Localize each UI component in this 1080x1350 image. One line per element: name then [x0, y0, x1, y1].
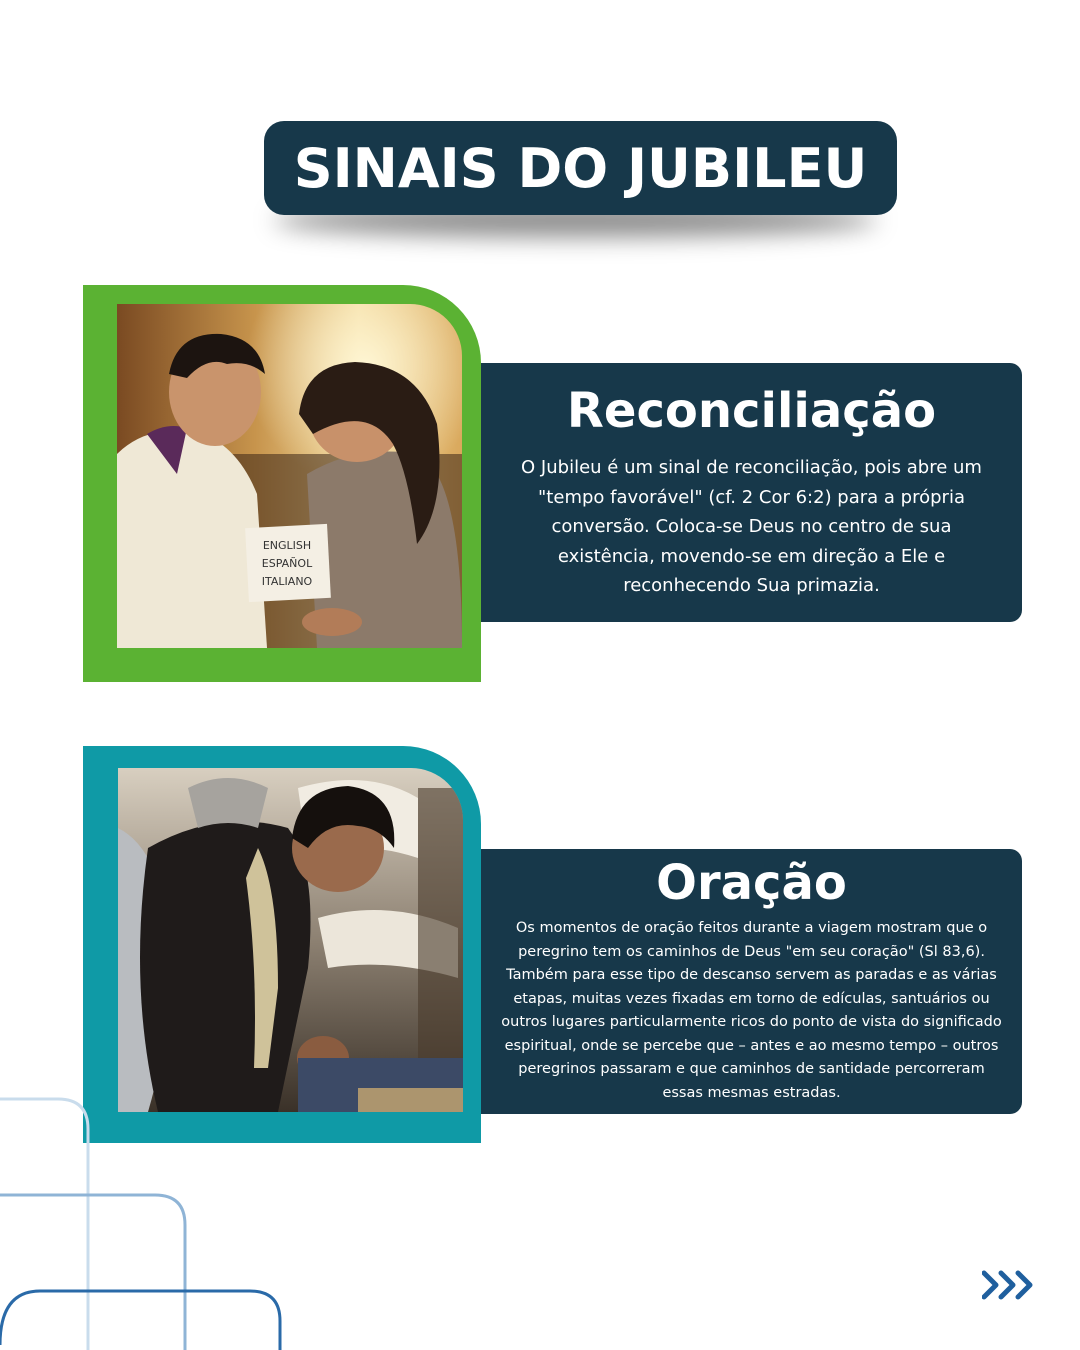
prayer-photo-frame [83, 746, 481, 1143]
sign-line-2: ESPAÑOL [261, 557, 313, 570]
title-box [264, 121, 897, 215]
prayer-heading: Oração [656, 855, 847, 911]
page-title: SINAIS DO JUBILEU [293, 136, 868, 200]
triple-chevron-right-icon[interactable] [982, 1270, 1036, 1300]
reconciliation-photo-frame [83, 285, 481, 682]
title-banner [264, 121, 897, 215]
prayer-panel [481, 849, 1022, 1114]
prayer-text: Os momentos de oração feitos durante a viagem mostram que o peregrino tem os caminhos de Deus "em seu coração" (Sl 83,6). Também para esse tipo de descanso servem as paradas e as várias etapas, muitas vezes fixadas em torno de edículas, santuários ou outros lugares particularmente ricos do ponto de vista do significado espiritual, onde se percebe que – antes e ao mesmo tempo – outros peregrinos passaram e que caminhos de santidade percorreram essas mesmas estradas. [501, 920, 1002, 1101]
sign-line-1: ENGLISH [262, 539, 312, 552]
decorative-lines [0, 1090, 300, 1350]
reconciliation-photo [117, 304, 462, 648]
reconciliation-text: O Jubileu é um sinal de reconciliação, pois abre um "tempo favorável" (cf. 2 Cor 6:2) para a própria conversão. Coloca-se Deus no centro de sua existência, movendo-se em direção a Ele e reconhecendo Sua primazia. [521, 457, 982, 596]
prayer-photo [118, 768, 463, 1112]
sign-line-3: ITALIANO [261, 575, 313, 588]
reconciliation-panel [481, 363, 1022, 622]
reconciliation-heading: Reconciliação [566, 383, 937, 439]
